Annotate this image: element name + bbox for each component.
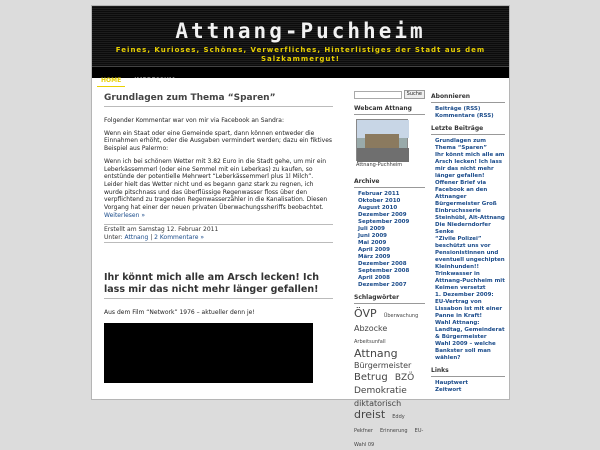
nav-impressum[interactable]: IMPRESSUM bbox=[134, 77, 175, 84]
widget-title: Abonnieren bbox=[431, 93, 505, 103]
archive-link[interactable]: Dezember 2008 bbox=[358, 261, 407, 267]
tag-link[interactable]: Überwachung bbox=[383, 313, 419, 319]
search-input[interactable] bbox=[354, 91, 402, 99]
tag-link[interactable]: BZÖ bbox=[394, 373, 415, 383]
tag-link[interactable]: ÖVP bbox=[354, 307, 377, 320]
archive-link[interactable]: August 2010 bbox=[358, 205, 398, 211]
tag-link[interactable]: Abzocke bbox=[354, 324, 388, 333]
archive-link[interactable]: April 2009 bbox=[358, 247, 390, 253]
category-prefix: Unter: bbox=[104, 233, 125, 241]
main-navigation bbox=[92, 66, 509, 84]
recent-post-link[interactable]: Offener Brief via Facebook an den Attnanger Bürgermeister Groß bbox=[435, 180, 497, 207]
meta-separator: | bbox=[148, 233, 155, 241]
recent-post-link[interactable]: Wahl Attnang: Landtag, Gemeinderat & Bürgermeister bbox=[435, 320, 505, 340]
subscribe-widget bbox=[431, 93, 505, 120]
post-title[interactable]: Grundlagen zum Thema “Sparen” bbox=[104, 93, 333, 107]
archive-link[interactable]: September 2008 bbox=[358, 268, 410, 274]
widget-title: Schlagwörter bbox=[354, 294, 425, 304]
post-title[interactable]: Ihr könnt mich alle am Arsch lecken! Ich lass mir das nicht mehr länger gefallen! bbox=[104, 272, 333, 299]
archive-link[interactable]: Oktober 2010 bbox=[358, 198, 401, 204]
tag-link[interactable]: Eddy Pekfner bbox=[354, 414, 405, 434]
archive-link[interactable]: September 2009 bbox=[358, 219, 410, 225]
tag-link[interactable]: Bürgermeister bbox=[354, 361, 412, 370]
webcam-caption: Attnang-Puchheim bbox=[356, 162, 403, 168]
sidebar-left bbox=[354, 93, 425, 450]
archive-link[interactable]: April 2008 bbox=[358, 275, 390, 281]
post-meta bbox=[104, 224, 333, 243]
post bbox=[104, 93, 333, 243]
recent-post-link[interactable]: 1. Dezember 2009: EU-Vertrag von Lissabon ist mit einer Panne in Kraft! bbox=[435, 292, 503, 319]
main-content bbox=[104, 93, 333, 383]
recent-post-link[interactable]: Trinkwasser in Attnang-Puchheim mit Keimen versetzt bbox=[435, 271, 505, 291]
post-paragraph: Aus dem Film “Network” 1976 – aktueller denn je! bbox=[104, 309, 255, 317]
comments-link[interactable]: 2 Kommentare » bbox=[154, 233, 205, 241]
post-categories bbox=[104, 234, 333, 242]
post-paragraph: Folgender Kommentar war von mir via Facebook an Sandra: bbox=[104, 117, 284, 124]
archive-link[interactable]: Mai 2009 bbox=[358, 240, 387, 246]
page-wrapper bbox=[91, 5, 510, 448]
search-form bbox=[354, 90, 425, 99]
recent-posts-list bbox=[431, 138, 505, 362]
archive-widget bbox=[354, 178, 425, 289]
rss-posts-link[interactable]: Beiträge (RSS) bbox=[435, 106, 481, 112]
site-title[interactable]: Attnang-Puchheim bbox=[175, 19, 426, 43]
blogroll-link[interactable]: Hauptwert bbox=[435, 380, 468, 386]
post-date: Erstellt am Samstag 12. Februar 2011 bbox=[104, 226, 219, 234]
read-more-link[interactable]: Weiterlesen » bbox=[104, 211, 146, 219]
webcam-widget bbox=[354, 105, 425, 168]
archive-link[interactable]: Juni 2009 bbox=[358, 233, 387, 239]
tag-link[interactable]: Arbeitsunfall bbox=[354, 339, 386, 345]
archive-link[interactable]: Juli 2009 bbox=[358, 226, 385, 232]
tags-widget bbox=[354, 294, 425, 450]
recent-posts-widget bbox=[431, 125, 505, 362]
archive-list bbox=[354, 191, 425, 289]
widget-title: Webcam Attnang bbox=[354, 105, 425, 115]
recent-post-link[interactable]: Wahl 2009 – welche Bankster soll man wählen? bbox=[435, 341, 496, 361]
recent-post-link[interactable]: Grundlagen zum Thema “Sparen” bbox=[435, 138, 487, 151]
embedded-video[interactable] bbox=[104, 323, 313, 383]
tag-link[interactable]: Attnang bbox=[354, 347, 398, 360]
tag-cloud bbox=[354, 307, 425, 450]
tag-link[interactable]: Betrug bbox=[354, 372, 388, 383]
site-header bbox=[92, 6, 509, 66]
tag-link[interactable]: dreist bbox=[354, 408, 386, 421]
recent-post-link[interactable]: Die Niederndorfer Senke bbox=[435, 222, 491, 235]
recent-post-link[interactable]: Einbruchsserie Steinhübl, Alt-Attnang bbox=[435, 208, 505, 221]
sidebar-right bbox=[431, 93, 505, 399]
archive-link[interactable]: Februar 2011 bbox=[358, 191, 400, 197]
post-paragraph bbox=[104, 158, 333, 220]
links-list bbox=[431, 380, 505, 394]
post-paragraph: Wenn ein Staat oder eine Gemeinde spart, dann können entweder die Einnahmen erhöht, oder die Ausgaben vermindert werden; dazu ein fiktives Beispiel aus Palermo: bbox=[104, 129, 333, 153]
archive-link[interactable]: Dezember 2009 bbox=[358, 212, 407, 218]
post-paragraph-text: Wenn ich bei schönem Wetter mit 3.82 Euro in die Stadt gehe, um mir ein Leberkässemmerl (oder eine Semmel mit ein Leberkas) zu kaufen, so entstünde der potentielle Mehrwert “Leberkässemmerl plus 1l Milch”. Leider hielt das Wetter nicht und es begann ganz stark zu regnen, ich wurde pitschnass und das überflüssige Regenwasser floss über den verpflichtend zu tragenden Regenwasserzähler in die Kanalisation. Diesen Vorgang hat einer der neuen privaten Überwachungssheriffs beobachtet. bbox=[104, 157, 328, 212]
image-road bbox=[357, 148, 409, 162]
tag-link[interactable]: EU-Wahl 09 bbox=[354, 428, 424, 448]
recent-post-link[interactable]: “Zivile Polizei” beschützt uns vor Pensionistinnen und eventuell ungechipten Kleinhunden!! bbox=[435, 236, 505, 270]
links-widget bbox=[431, 367, 505, 394]
tag-link[interactable]: diktatorisch bbox=[354, 399, 402, 408]
widget-title: Letzte Beiträge bbox=[431, 125, 505, 135]
blogroll-link[interactable]: Zeitwort bbox=[435, 387, 462, 393]
recent-post-link[interactable]: Ihr könnt mich alle am Arsch lecken! Ich lass mir das nicht mehr länger gefallen! bbox=[435, 152, 505, 179]
post-body bbox=[104, 309, 333, 317]
nav-home[interactable]: HOME bbox=[97, 75, 125, 87]
tag-link[interactable]: Demokratie bbox=[354, 386, 407, 396]
search-button[interactable]: Suche bbox=[404, 90, 425, 99]
archive-link[interactable]: Dezember 2007 bbox=[358, 282, 407, 288]
widget-title: Archive bbox=[354, 178, 425, 188]
rss-comments-link[interactable]: Kommentare (RSS) bbox=[435, 113, 494, 119]
site-description: Feines, Kurioses, Schönes, Verwerfliches, Hinterlistiges der Stadt aus dem Salzkammergut! bbox=[115, 46, 486, 63]
category-link[interactable]: Attnang bbox=[124, 233, 149, 241]
webcam-image[interactable] bbox=[356, 119, 408, 161]
archive-link[interactable]: März 2009 bbox=[358, 254, 391, 260]
tag-link[interactable]: Erinnerung bbox=[379, 428, 408, 434]
widget-title: Links bbox=[431, 367, 505, 377]
post-body bbox=[104, 117, 333, 219]
post bbox=[104, 272, 333, 383]
subscribe-list bbox=[431, 106, 505, 120]
image-building bbox=[365, 134, 399, 148]
